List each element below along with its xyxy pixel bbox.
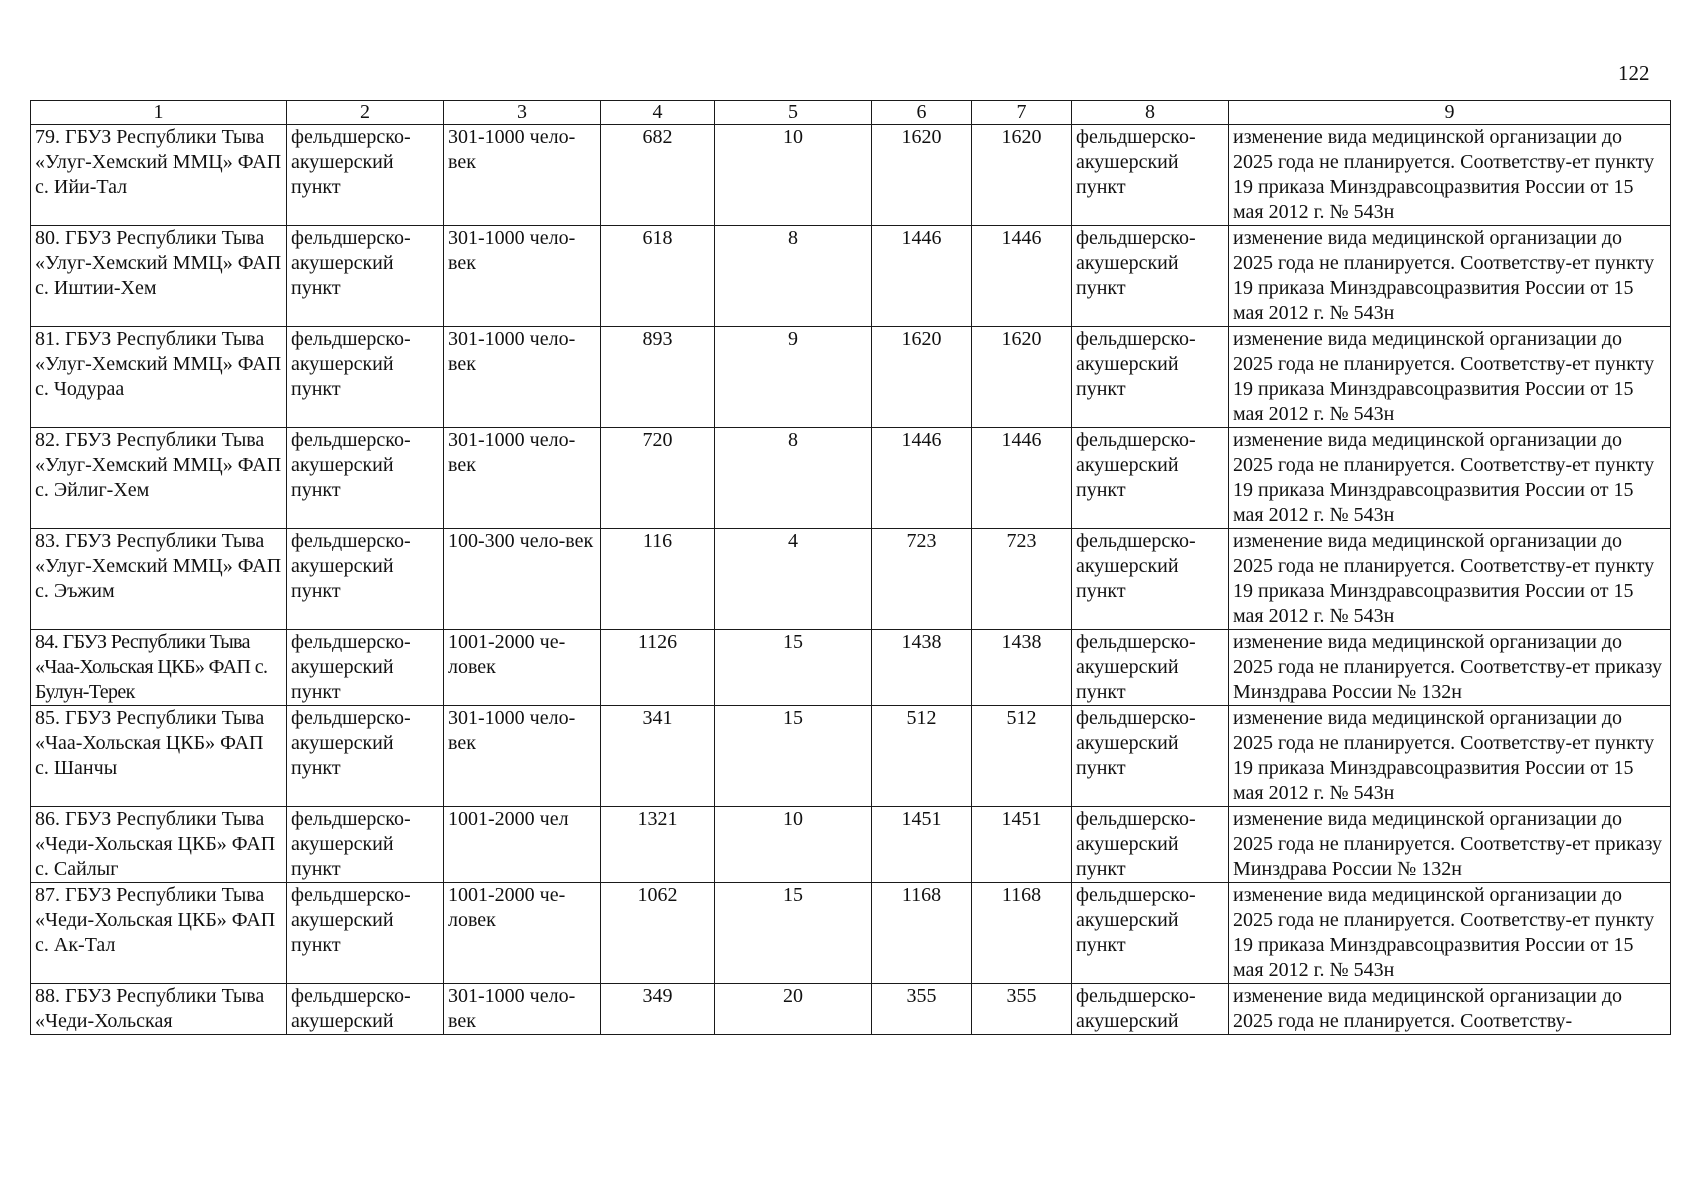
table-row [31, 883, 1671, 984]
value-cell-6: 723 [872, 529, 972, 630]
value-cell-4: 682 [601, 125, 715, 226]
value-cell-4: 341 [601, 706, 715, 807]
note-cell: изменение вида медицинской организации до 2025 года не планируется. Соответству-ет пункту 19 приказа Минздравсоцразвития России от 15 мая 2012 г. № 543н [1229, 327, 1671, 428]
population-cell: 301-1000 чело-век [444, 984, 601, 1035]
facility-type-cell: фельдшерско-акушерский пункт [287, 706, 444, 807]
facility-type-cell: фельдшерско-акушерский пункт [287, 428, 444, 529]
planned-type-cell: фельдшерско-акушерский пункт [1072, 706, 1229, 807]
value-cell-4: 618 [601, 226, 715, 327]
value-cell-7: 1620 [972, 125, 1072, 226]
planned-type-cell: фельдшерско-акушерский пункт [1072, 125, 1229, 226]
table-row [31, 706, 1671, 807]
table-row [31, 428, 1671, 529]
note-cell: изменение вида медицинской организации до 2025 года не планируется. Соответству-ет пункту 19 приказа Минздравсоцразвития России от 15 мая 2012 г. № 543н [1229, 883, 1671, 984]
population-cell: 1001-2000 че-ловек [444, 630, 601, 706]
facility-name-cell: 83. ГБУЗ Республики Тыва «Улуг-Хемский ММЦ» ФАП с. Эъжим [31, 529, 287, 630]
note-cell: изменение вида медицинской организации до 2025 года не планируется. Соответству-ет приказу Минздрава России № 132н [1229, 630, 1671, 706]
value-cell-5: 15 [715, 630, 872, 706]
table-row [31, 226, 1671, 327]
value-cell-5: 20 [715, 984, 872, 1035]
population-cell: 301-1000 чело-век [444, 226, 601, 327]
note-cell: изменение вида медицинской организации до 2025 года не планируется. Соответству- [1229, 984, 1671, 1035]
header-cell: 6 [872, 101, 972, 125]
table-row [31, 807, 1671, 883]
table-row [31, 984, 1671, 1035]
page-number: 122 [1618, 61, 1650, 85]
note-cell: изменение вида медицинской организации до 2025 года не планируется. Соответству-ет пункту 19 приказа Минздравсоцразвития России от 15 мая 2012 г. № 543н [1229, 226, 1671, 327]
facility-name-cell: 82. ГБУЗ Республики Тыва «Улуг-Хемский ММЦ» ФАП с. Эйлиг-Хем [31, 428, 287, 529]
population-cell: 301-1000 чело-век [444, 428, 601, 529]
value-cell-6: 1620 [872, 327, 972, 428]
population-cell: 301-1000 чело-век [444, 125, 601, 226]
population-cell: 301-1000 чело-век [444, 706, 601, 807]
value-cell-4: 893 [601, 327, 715, 428]
value-cell-4: 349 [601, 984, 715, 1035]
facility-type-cell: фельдшерско-акушерский пункт [287, 226, 444, 327]
facility-type-cell: фельдшерско-акушерский пункт [287, 529, 444, 630]
header-cell: 7 [972, 101, 1072, 125]
population-cell: 1001-2000 че-ловек [444, 883, 601, 984]
value-cell-6: 1438 [872, 630, 972, 706]
value-cell-4: 720 [601, 428, 715, 529]
value-cell-4: 1126 [601, 630, 715, 706]
value-cell-5: 9 [715, 327, 872, 428]
facility-name-cell: 86. ГБУЗ Республики Тыва «Чеди-Хольская ЦКБ» ФАП с. Сайлыг [31, 807, 287, 883]
facility-type-cell: фельдшерско-акушерский пункт [287, 125, 444, 226]
facility-name-cell: 88. ГБУЗ Республики Тыва «Чеди-Хольская [31, 984, 287, 1035]
planned-type-cell: фельдшерско-акушерский пункт [1072, 807, 1229, 883]
value-cell-7: 1620 [972, 327, 1072, 428]
facility-type-cell: фельдшерско-акушерский [287, 984, 444, 1035]
value-cell-6: 355 [872, 984, 972, 1035]
header-cell: 9 [1229, 101, 1671, 125]
facility-type-cell: фельдшерско-акушерский пункт [287, 327, 444, 428]
header-cell: 1 [31, 101, 287, 125]
table-row [31, 327, 1671, 428]
facility-name-cell: 84. ГБУЗ Республики Тыва «Чаа-Хольская ЦКБ» ФАП с. Булун-Терек [31, 630, 287, 706]
planned-type-cell: фельдшерско-акушерский пункт [1072, 630, 1229, 706]
facility-type-cell: фельдшерско-акушерский пункт [287, 630, 444, 706]
value-cell-5: 15 [715, 883, 872, 984]
note-cell: изменение вида медицинской организации до 2025 года не планируется. Соответству-ет пункту 19 приказа Минздравсоцразвития России от 15 мая 2012 г. № 543н [1229, 706, 1671, 807]
header-cell: 2 [287, 101, 444, 125]
value-cell-7: 512 [972, 706, 1072, 807]
facility-name-cell: 79. ГБУЗ Республики Тыва «Улуг-Хемский ММЦ» ФАП с. Ийи-Тал [31, 125, 287, 226]
value-cell-6: 1168 [872, 883, 972, 984]
value-cell-5: 10 [715, 125, 872, 226]
population-cell: 100-300 чело-век [444, 529, 601, 630]
value-cell-5: 8 [715, 428, 872, 529]
facility-name-cell: 80. ГБУЗ Республики Тыва «Улуг-Хемский ММЦ» ФАП с. Иштии-Хем [31, 226, 287, 327]
value-cell-6: 1446 [872, 428, 972, 529]
facility-type-cell: фельдшерско-акушерский пункт [287, 807, 444, 883]
table-row [31, 125, 1671, 226]
value-cell-7: 1451 [972, 807, 1072, 883]
table-row [31, 630, 1671, 706]
header-cell: 4 [601, 101, 715, 125]
planned-type-cell: фельдшерско-акушерский пункт [1072, 529, 1229, 630]
value-cell-6: 1620 [872, 125, 972, 226]
header-cell: 8 [1072, 101, 1229, 125]
planned-type-cell: фельдшерско-акушерский пункт [1072, 883, 1229, 984]
table-header-row [31, 101, 1671, 125]
value-cell-7: 355 [972, 984, 1072, 1035]
value-cell-7: 723 [972, 529, 1072, 630]
header-cell: 5 [715, 101, 872, 125]
note-cell: изменение вида медицинской организации до 2025 года не планируется. Соответству-ет пункту 19 приказа Минздравсоцразвития России от 15 мая 2012 г. № 543н [1229, 125, 1671, 226]
planned-type-cell: фельдшерско-акушерский [1072, 984, 1229, 1035]
value-cell-7: 1446 [972, 428, 1072, 529]
value-cell-6: 1451 [872, 807, 972, 883]
planned-type-cell: фельдшерско-акушерский пункт [1072, 226, 1229, 327]
facility-name-cell: 87. ГБУЗ Республики Тыва «Чеди-Хольская ЦКБ» ФАП с. Ак-Тал [31, 883, 287, 984]
value-cell-5: 4 [715, 529, 872, 630]
planned-type-cell: фельдшерско-акушерский пункт [1072, 428, 1229, 529]
note-cell: изменение вида медицинской организации до 2025 года не планируется. Соответству-ет пункту 19 приказа Минздравсоцразвития России от 15 мая 2012 г. № 543н [1229, 428, 1671, 529]
facility-type-cell: фельдшерско-акушерский пункт [287, 883, 444, 984]
facilities-table [30, 100, 1671, 1035]
value-cell-6: 512 [872, 706, 972, 807]
facility-name-cell: 81. ГБУЗ Республики Тыва «Улуг-Хемский ММЦ» ФАП с. Чодураа [31, 327, 287, 428]
value-cell-4: 116 [601, 529, 715, 630]
value-cell-5: 15 [715, 706, 872, 807]
value-cell-5: 8 [715, 226, 872, 327]
value-cell-7: 1446 [972, 226, 1072, 327]
facility-name-cell: 85. ГБУЗ Республики Тыва «Чаа-Хольская ЦКБ» ФАП с. Шанчы [31, 706, 287, 807]
value-cell-5: 10 [715, 807, 872, 883]
header-cell: 3 [444, 101, 601, 125]
value-cell-4: 1062 [601, 883, 715, 984]
table-row [31, 529, 1671, 630]
population-cell: 1001-2000 чел [444, 807, 601, 883]
planned-type-cell: фельдшерско-акушерский пункт [1072, 327, 1229, 428]
population-cell: 301-1000 чело-век [444, 327, 601, 428]
note-cell: изменение вида медицинской организации до 2025 года не планируется. Соответству-ет пункту 19 приказа Минздравсоцразвития России от 15 мая 2012 г. № 543н [1229, 529, 1671, 630]
value-cell-7: 1168 [972, 883, 1072, 984]
value-cell-4: 1321 [601, 807, 715, 883]
value-cell-7: 1438 [972, 630, 1072, 706]
value-cell-6: 1446 [872, 226, 972, 327]
note-cell: изменение вида медицинской организации до 2025 года не планируется. Соответству-ет приказу Минздрава России № 132н [1229, 807, 1671, 883]
